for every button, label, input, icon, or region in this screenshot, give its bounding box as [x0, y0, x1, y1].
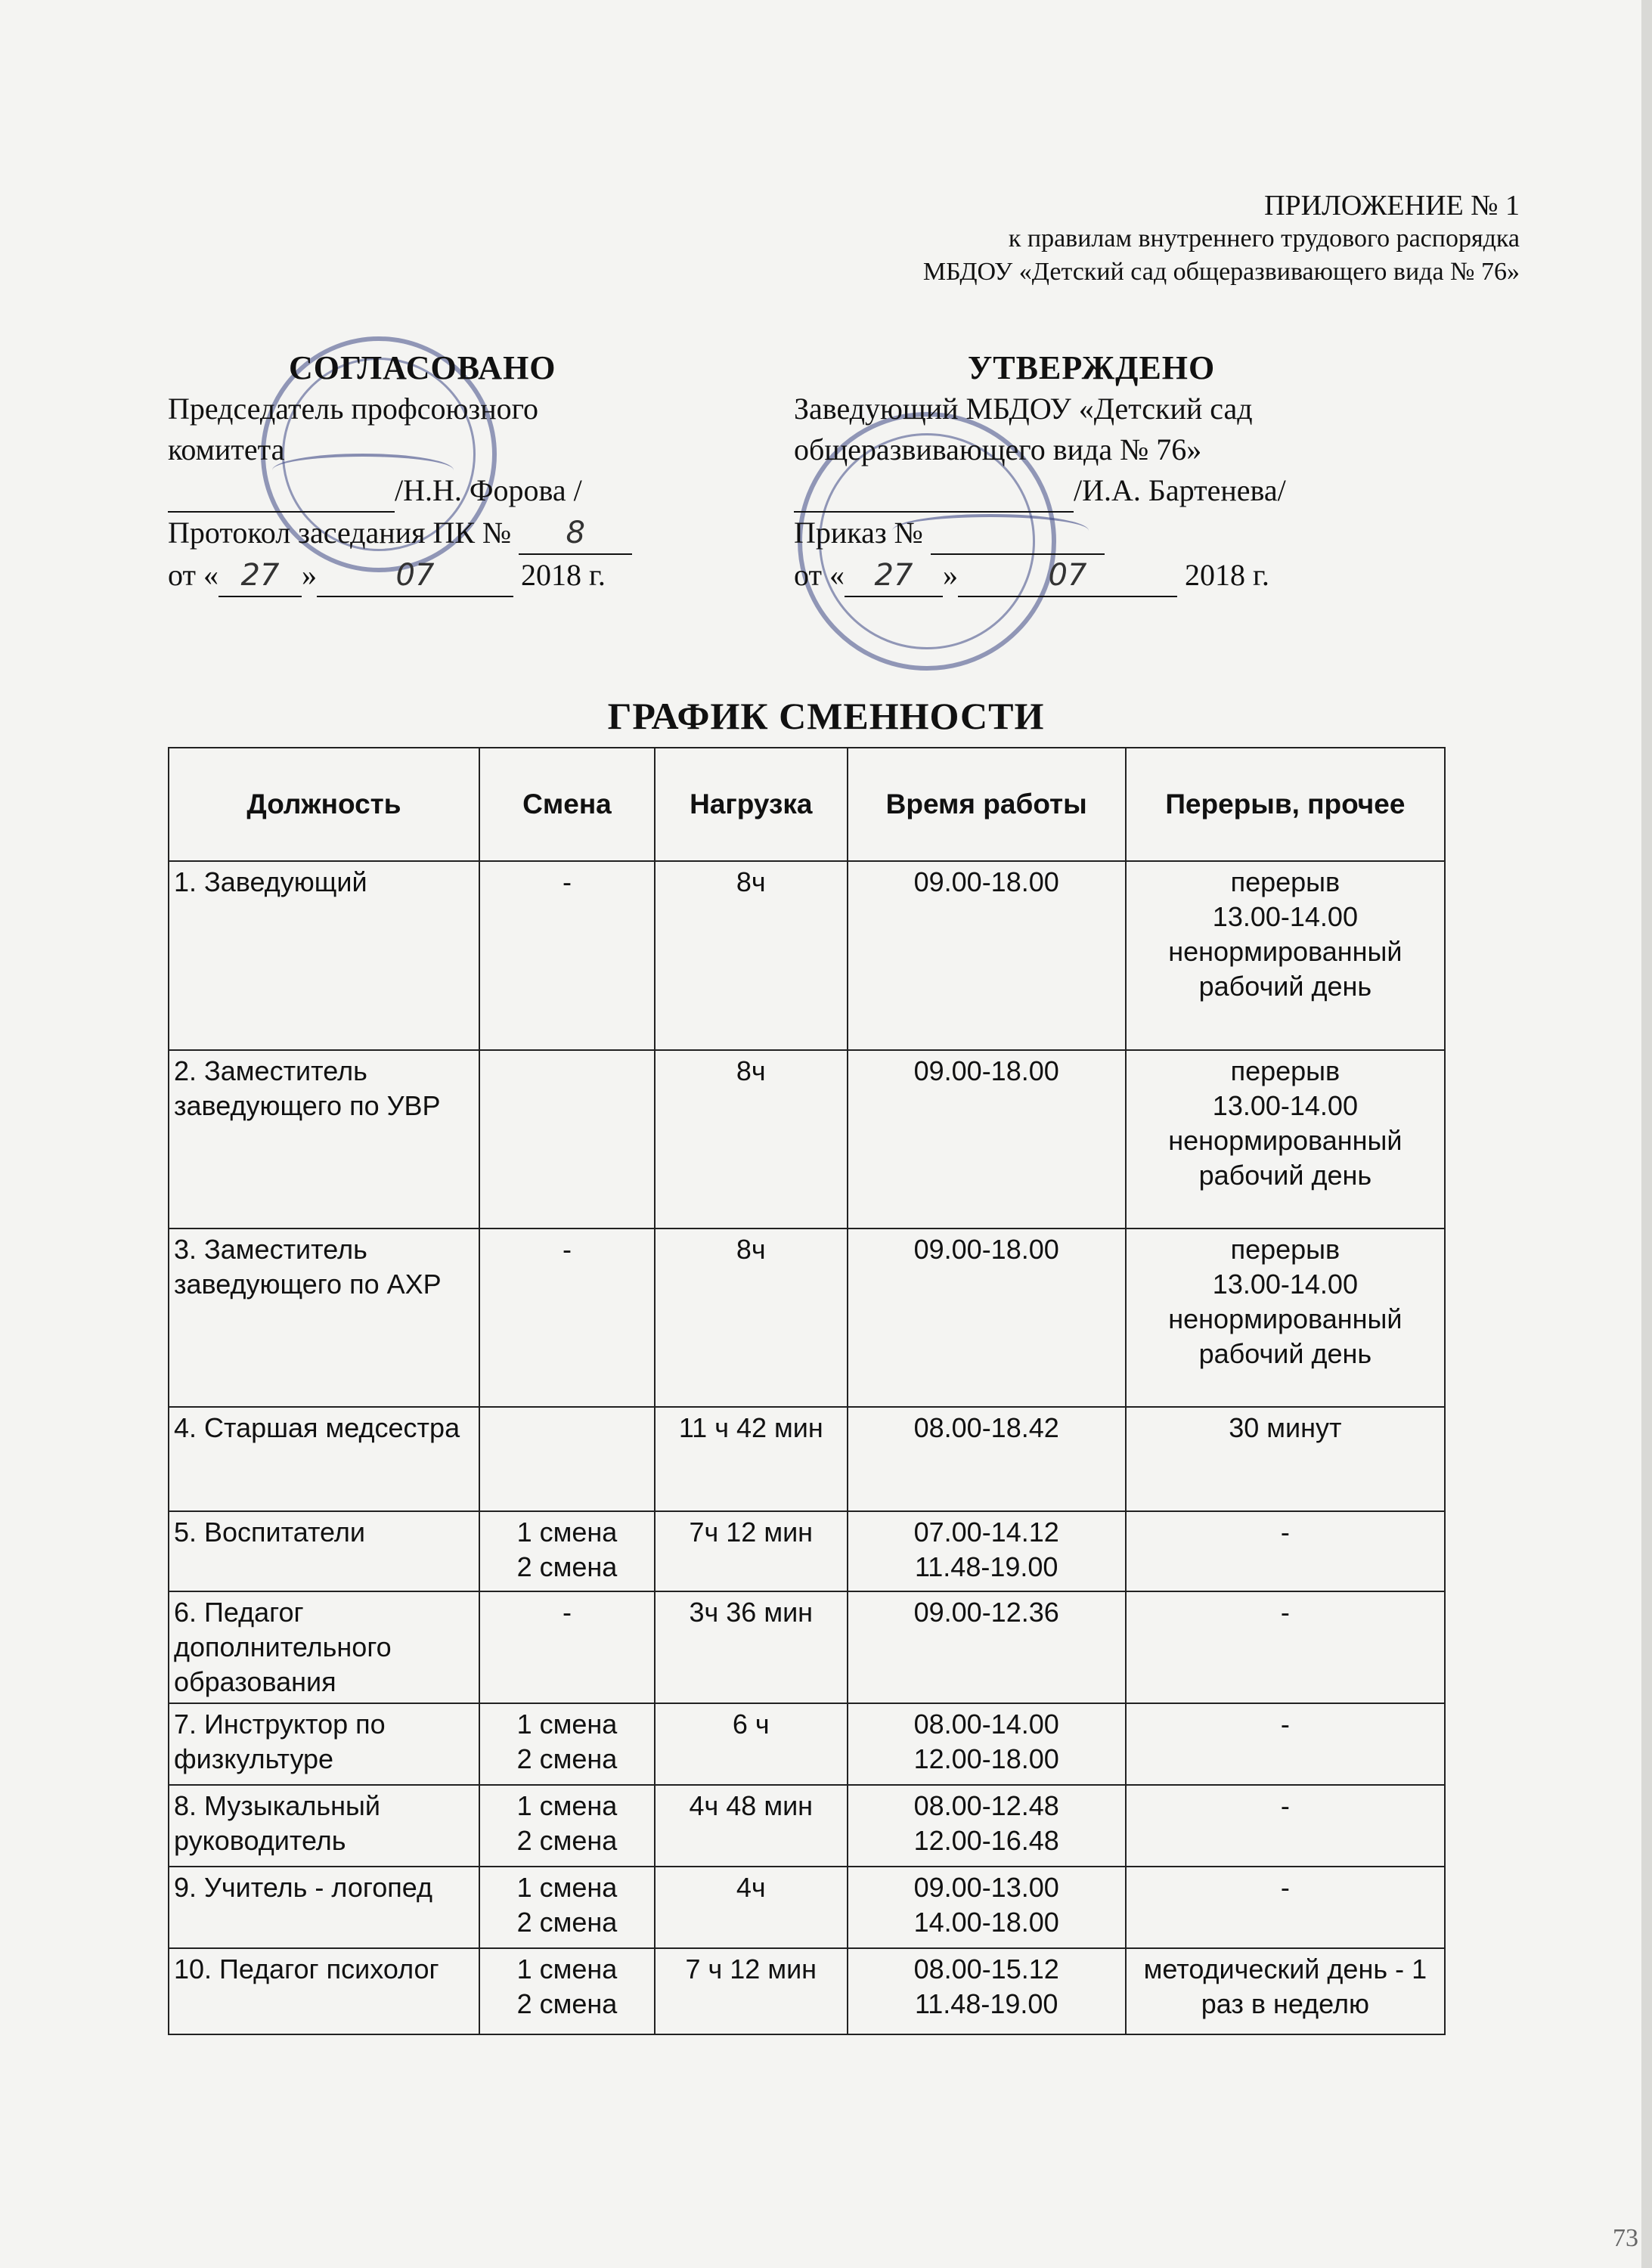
- approved-title: УТВЕРЖДЕНО: [968, 349, 1216, 386]
- agreed-date-mid: »: [301, 558, 317, 592]
- table-row: [169, 1785, 1445, 1867]
- header-load: Нагрузка: [655, 748, 848, 861]
- cell-position: 3. Заместитель заведующего по АХР: [169, 1228, 479, 1407]
- cell-shift: 1 смена 2 смена: [479, 1867, 655, 1948]
- appendix-subtitle: к правилам внутреннего трудового распорядка: [1008, 225, 1520, 253]
- agreed-date-year: 2018 г.: [520, 558, 606, 592]
- cell-load: 8ч: [655, 1050, 848, 1228]
- cell-position: 5. Воспитатели: [169, 1511, 479, 1591]
- cell-break: перерыв 13.00-14.00 ненормированный рабочий день: [1126, 1228, 1445, 1407]
- cell-shift: 1 смена 2 смена: [479, 1703, 655, 1785]
- approved-date-day: 27: [845, 555, 943, 597]
- table-row: [169, 1511, 1445, 1591]
- approved-signature-line: [794, 470, 1535, 513]
- header-break: Перерыв, прочее: [1126, 748, 1445, 861]
- approved-date-month: 07: [958, 555, 1177, 597]
- cell-load: 7ч 12 мин: [655, 1511, 848, 1591]
- page-number: 73: [1613, 2224, 1638, 2252]
- agreed-signature-line: [168, 470, 742, 513]
- agreed-line1: Председатель профсоюзного: [168, 392, 539, 426]
- approved-line1: Заведующий МБДОУ «Детский сад: [794, 392, 1253, 426]
- cell-break: методический день - 1 раз в неделю: [1126, 1948, 1445, 2034]
- cell-load: 8ч: [655, 1228, 848, 1407]
- cell-load: 4ч 48 мин: [655, 1785, 848, 1867]
- cell-load: 8ч: [655, 861, 848, 1050]
- cell-time: 08.00-14.00 12.00-18.00: [848, 1703, 1126, 1785]
- agreed-date-day: 27: [219, 555, 302, 597]
- cell-break: -: [1126, 1867, 1445, 1948]
- agreed-line2: комитета: [168, 432, 285, 466]
- header-position: Должность: [169, 748, 479, 861]
- approved-date-prefix: от «: [794, 558, 845, 592]
- cell-time: 09.00-13.00 14.00-18.00: [848, 1867, 1126, 1948]
- approved-date-line: [794, 555, 1535, 597]
- cell-shift: [479, 1407, 655, 1511]
- cell-time: 09.00-18.00: [848, 1228, 1126, 1407]
- agreed-protocol-label: Протокол заседания ПК №: [168, 516, 512, 550]
- cell-break: -: [1126, 1591, 1445, 1703]
- approved-block: [794, 348, 1535, 597]
- cell-break: -: [1126, 1703, 1445, 1785]
- cell-shift: 1 смена 2 смена: [479, 1511, 655, 1591]
- cell-shift: 1 смена 2 смена: [479, 1948, 655, 2034]
- cell-time: 09.00-12.36: [848, 1591, 1126, 1703]
- cell-load: 6 ч: [655, 1703, 848, 1785]
- cell-time: 08.00-15.12 11.48-19.00: [848, 1948, 1126, 2034]
- appendix-header: [923, 189, 1520, 289]
- cell-break: перерыв 13.00-14.00 ненормированный рабочий день: [1126, 1050, 1445, 1228]
- agreed-date-prefix: от «: [168, 558, 219, 592]
- cell-break: -: [1126, 1785, 1445, 1867]
- cell-time: 08.00-18.42: [848, 1407, 1126, 1511]
- table-row: [169, 1948, 1445, 2034]
- table-row: [169, 1867, 1445, 1948]
- cell-break: 30 минут: [1126, 1407, 1445, 1511]
- table-row: [169, 1050, 1445, 1228]
- cell-time: 07.00-14.12 11.48-19.00: [848, 1511, 1126, 1591]
- approved-order-line: [794, 513, 1535, 555]
- agreed-protocol-line: [168, 513, 742, 555]
- table-row: [169, 1591, 1445, 1703]
- cell-shift: -: [479, 1228, 655, 1407]
- agreed-protocol-number: 8: [519, 513, 632, 555]
- agreed-signer-name: /Н.Н. Форова /: [395, 473, 582, 507]
- cell-shift: 1 смена 2 смена: [479, 1785, 655, 1867]
- cell-load: 4ч: [655, 1867, 848, 1948]
- cell-load: 11 ч 42 мин: [655, 1407, 848, 1511]
- cell-position: 1. Заведующий: [169, 861, 479, 1050]
- document-title: ГРАФИК СМЕННОСТИ: [607, 695, 1045, 737]
- page-edge: [1641, 0, 1652, 2268]
- cell-position: 8. Музыкальный руководитель: [169, 1785, 479, 1867]
- cell-position: 6. Педагог дополнительного образования: [169, 1591, 479, 1703]
- header-work-time: Время работы: [848, 748, 1126, 861]
- approved-date-year: 2018 г.: [1184, 558, 1269, 592]
- cell-position: 7. Инструктор по физкультуре: [169, 1703, 479, 1785]
- table-row: [169, 1407, 1445, 1511]
- cell-break: -: [1126, 1511, 1445, 1591]
- table-row: [169, 861, 1445, 1050]
- cell-position: 4. Старшая медсестра: [169, 1407, 479, 1511]
- agreed-block: [168, 348, 742, 597]
- agreed-date-line: [168, 555, 742, 597]
- cell-time: 09.00-18.00: [848, 1050, 1126, 1228]
- shift-schedule-table: [168, 747, 1446, 2035]
- cell-time: 08.00-12.48 12.00-16.48: [848, 1785, 1126, 1867]
- table-body: [169, 861, 1445, 2034]
- cell-position: 9. Учитель - логопед: [169, 1867, 479, 1948]
- cell-load: 7 ч 12 мин: [655, 1948, 848, 2034]
- approved-line2: общеразвивающего вида № 76»: [794, 432, 1202, 466]
- agreed-date-month: 07: [317, 555, 513, 597]
- cell-position: 10. Педагог психолог: [169, 1948, 479, 2034]
- table-row: [169, 1228, 1445, 1407]
- appendix-organization: МБДОУ «Детский сад общеразвивающего вида № 76»: [922, 258, 1520, 286]
- cell-load: 3ч 36 мин: [655, 1591, 848, 1703]
- approved-order-label: Приказ №: [794, 516, 923, 550]
- cell-shift: -: [479, 861, 655, 1050]
- approved-date-mid: »: [942, 558, 958, 592]
- agreed-title: СОГЛАСОВАНО: [289, 349, 556, 386]
- table-header-row: [169, 748, 1445, 861]
- table-row: [169, 1703, 1445, 1785]
- approved-signer-name: /И.А. Бартенева/: [1074, 473, 1286, 507]
- appendix-number: ПРИЛОЖЕНИЕ № 1: [1264, 190, 1520, 222]
- cell-position: 2. Заместитель заведующего по УВР: [169, 1050, 479, 1228]
- cell-shift: -: [479, 1591, 655, 1703]
- cell-time: 09.00-18.00: [848, 861, 1126, 1050]
- header-shift: Смена: [479, 748, 655, 861]
- cell-shift: [479, 1050, 655, 1228]
- cell-break: перерыв 13.00-14.00 ненормированный рабочий день: [1126, 861, 1445, 1050]
